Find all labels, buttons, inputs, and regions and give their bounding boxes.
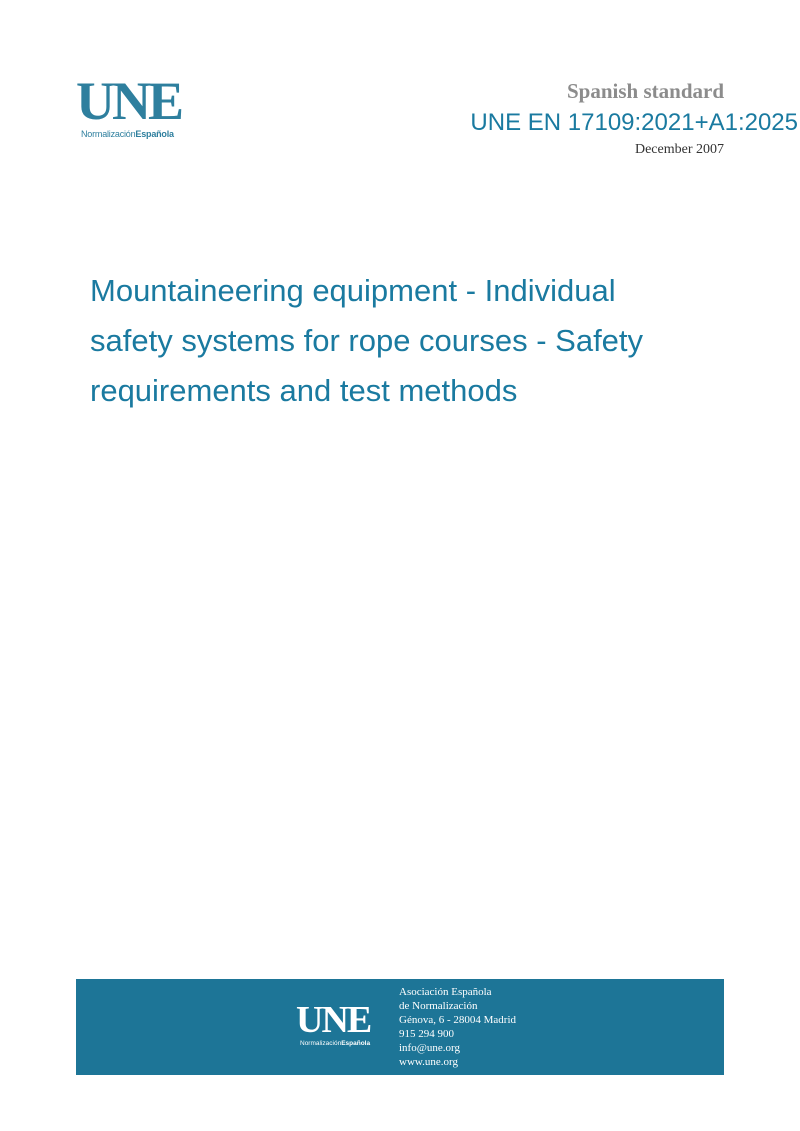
standard-date: December 2007 <box>634 142 724 157</box>
document-title <box>90 266 730 416</box>
footer-org-name: Asociación Española <box>399 986 492 998</box>
standard-code: UNE EN 17109:2021+A1:2025 <box>470 109 798 136</box>
une-footer-logo <box>296 1001 386 1051</box>
une-footer-logo-subtitle <box>300 1040 370 1048</box>
footer-phone: 915 294 900 <box>399 1028 454 1040</box>
standard-label: Spanish standard <box>567 79 724 103</box>
document-title-line: safety systems for rope courses - Safety <box>90 323 644 358</box>
footer-band <box>76 979 724 1075</box>
une-footer-logo-subtitle-bold: Española <box>341 1040 371 1047</box>
une-footer-logo-subtitle-light: Normalización <box>300 1040 342 1047</box>
une-logo-subtitle <box>81 129 174 140</box>
une-logo <box>76 71 196 144</box>
footer-website-link[interactable]: www.une.org <box>399 1056 458 1068</box>
document-title-line: requirements and test methods <box>90 373 518 408</box>
une-logo-subtitle-light: Normalización <box>81 129 136 139</box>
footer-address <box>399 985 516 1069</box>
footer-org-name-cont: de Normalización <box>399 1000 478 1012</box>
une-logo-subtitle-bold: Española <box>135 129 174 139</box>
une-footer-logo-mark: UNE <box>296 999 371 1041</box>
footer-street-address: Génova, 6 - 28004 Madrid <box>399 1014 517 1026</box>
document-title-line: Mountaineering equipment - Individual <box>90 273 616 308</box>
une-logo-mark: UNE <box>76 71 182 131</box>
footer-email-link[interactable]: info@une.org <box>399 1042 460 1054</box>
